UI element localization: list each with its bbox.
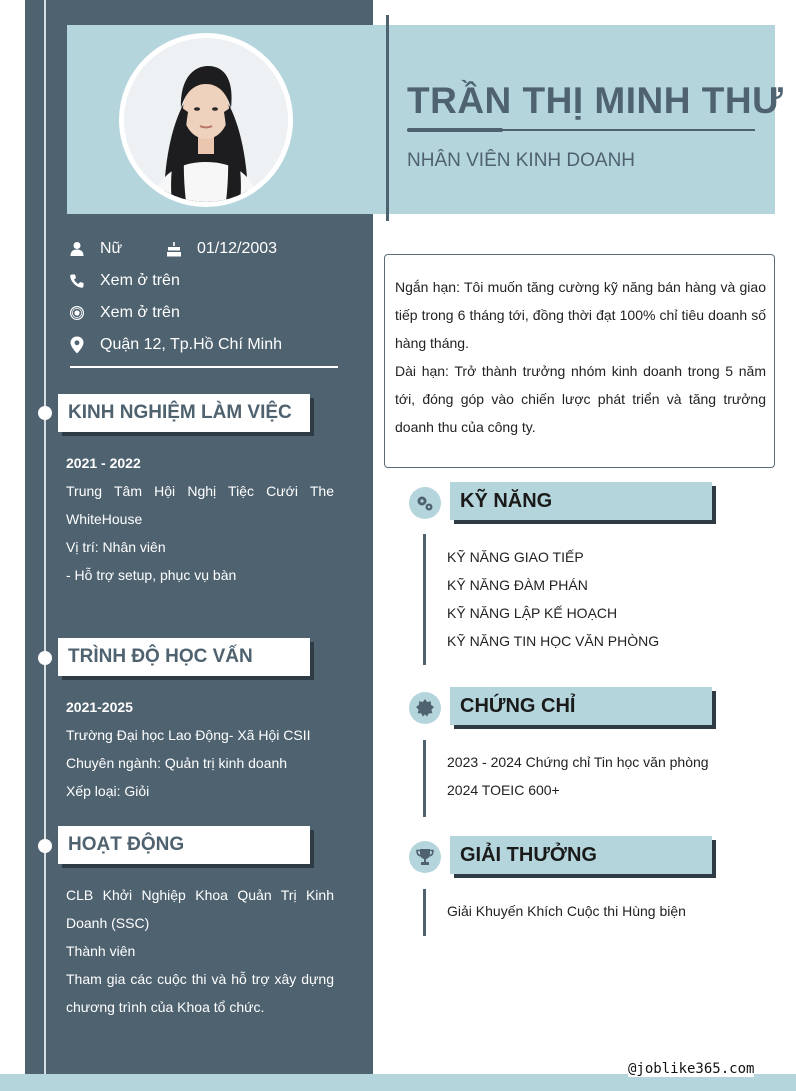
education-major: Chuyên ngành: Quản trị kinh doanh <box>66 755 288 771</box>
awards-header <box>450 836 712 874</box>
experience-duty: - Hỗ trợ setup, phục vụ bàn <box>66 567 237 583</box>
objective-text <box>395 273 766 441</box>
skill-item: KỸ NĂNG GIAO TIẾP <box>447 549 584 565</box>
skills-title: KỸ NĂNG <box>460 489 553 512</box>
phone-row <box>68 270 180 292</box>
candidate-name: TRẦN THỊ MINH THƯ <box>407 80 784 121</box>
job-title: NHÂN VIÊN KINH DOANH <box>407 150 636 171</box>
watermark: @joblike365.com <box>628 1061 755 1077</box>
objective-box <box>384 254 775 468</box>
experience-period: 2021 - 2022 <box>66 455 141 471</box>
birthday-value: 01/12/2003 <box>197 240 278 257</box>
trophy-icon <box>409 841 441 873</box>
skill-item: KỸ NĂNG TIN HỌC VĂN PHÒNG <box>447 633 660 649</box>
objective-long-term: Dài hạn: Trở thành trưởng nhóm kinh doanh trong 5 năm tới, đóng góp vào chiến lược phát triển và tăng trưởng doanh thu của công ty. <box>395 363 766 435</box>
activities-club: CLB Khởi Nghiệp Khoa Quản Trị Kinh Doanh (SSC) <box>66 887 334 931</box>
name-underline-accent <box>407 128 503 132</box>
email-row <box>68 302 180 324</box>
email-value: Xem ở trên <box>100 304 180 321</box>
education-header <box>58 638 310 676</box>
skill-item: KỸ NĂNG ĐÀM PHÁN <box>447 577 588 593</box>
badge-icon <box>409 692 441 724</box>
address-value: Quận 12, Tp.Hồ Chí Minh <box>100 336 283 353</box>
certificate-item: 2023 - 2024 Chứng chỉ Tin học văn phòng <box>447 754 709 770</box>
header-divider <box>386 15 389 221</box>
awards-bar <box>423 889 426 936</box>
skills-header <box>450 482 712 520</box>
activities-description: Tham gia các cuộc thi và hỗ trợ xây dựng chương trình của Khoa tổ chức. <box>66 971 334 1015</box>
education-title: TRÌNH ĐỘ HỌC VẤN <box>68 646 253 667</box>
contact-divider <box>70 366 338 368</box>
avatar <box>124 38 288 202</box>
address-row <box>68 334 282 356</box>
timeline-dot <box>38 839 52 853</box>
skill-item: KỸ NĂNG LẬP KẾ HOẠCH <box>447 605 618 621</box>
activities-header <box>58 826 310 864</box>
experience-header <box>58 394 310 432</box>
certificate-item: 2024 TOEIC 600+ <box>447 782 560 798</box>
experience-title: KINH NGHIỆM LÀM VIỆC <box>68 402 292 423</box>
awards-title: GIẢI THƯỞNG <box>460 843 597 866</box>
timeline-dot <box>38 651 52 665</box>
certificates-title: CHỨNG CHỈ <box>460 694 576 717</box>
at-icon <box>68 304 86 322</box>
activities-role: Thành viên <box>66 943 136 959</box>
experience-company: Trung Tâm Hội Nghị Tiệc Cưới The WhiteHouse <box>66 483 334 527</box>
activities-title: HOẠT ĐỘNG <box>68 834 185 855</box>
gender-row <box>68 238 122 260</box>
certificates-header <box>450 687 712 725</box>
education-grade: Xếp loại: Giỏi <box>66 783 150 799</box>
timeline-line <box>44 0 46 1091</box>
phone-icon <box>68 272 86 290</box>
gears-icon <box>409 487 441 519</box>
user-icon <box>68 240 86 258</box>
timeline-dot <box>38 406 52 420</box>
cake-icon <box>165 240 183 258</box>
location-pin-icon <box>68 336 86 354</box>
gender-value: Nữ <box>100 240 123 257</box>
skills-bar <box>423 534 426 665</box>
education-school: Trường Đại học Lao Động- Xã Hội CSII <box>66 727 311 743</box>
birthday-row <box>165 238 277 260</box>
experience-position: Vị trí: Nhân viên <box>66 539 166 555</box>
objective-short-term: Ngắn hạn: Tôi muốn tăng cường kỹ năng bán hàng và giao tiếp trong 6 tháng tới, đồng thời đạt 100% chỉ tiêu doanh số hàng tháng. <box>395 279 766 351</box>
phone-value: Xem ở trên <box>100 272 180 289</box>
education-period: 2021-2025 <box>66 699 133 715</box>
award-item: Giải Khuyến Khích Cuộc thi Hùng biện <box>447 903 686 919</box>
certificates-bar <box>423 740 426 817</box>
